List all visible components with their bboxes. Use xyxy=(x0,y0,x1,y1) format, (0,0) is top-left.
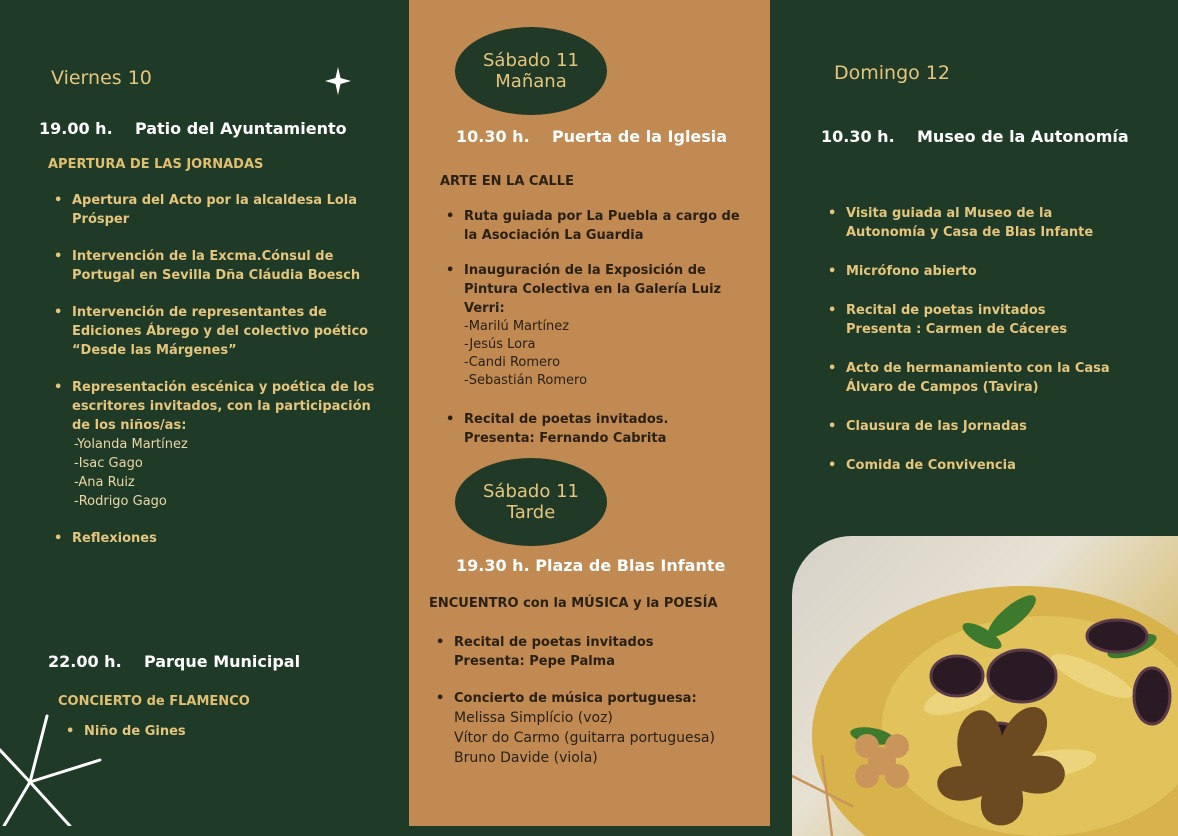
saturday-column xyxy=(409,0,770,826)
painter-name: -Marilú Martínez xyxy=(464,319,570,334)
child-name: -Yolanda Martínez xyxy=(74,437,188,452)
list-item: • Ruta guiada por La Puebla a cargo de la Asociación La Guardia xyxy=(440,207,740,245)
friday-slot2-header xyxy=(48,652,300,671)
saturday-morning-oval xyxy=(455,27,607,115)
friday-slot2-section: CONCIERTO de FLAMENCO xyxy=(58,694,250,709)
child-name: -Rodrigo Gago xyxy=(74,494,167,509)
list-item: • Reflexiones xyxy=(48,529,378,548)
sunday-place: Museo de la Autonomía xyxy=(916,127,1129,146)
saturday-afternoon-header xyxy=(456,556,725,575)
friday-slot1-list xyxy=(48,191,378,548)
list-item-text: Inauguración de la Exposición de Pintura Colectiva en la Galería Luiz Verri: xyxy=(464,263,722,316)
friday-slot1-time: 19.00 h. xyxy=(39,119,113,138)
sunday-day-title: Domingo 12 xyxy=(834,62,950,84)
saturday-morning-section: ARTE EN LA CALLE xyxy=(440,174,574,189)
children-list xyxy=(72,435,378,511)
saturday-afternoon-oval xyxy=(455,458,607,546)
oval-line-2: Mañana xyxy=(495,71,567,92)
saturday-afternoon-list xyxy=(430,633,750,768)
sunday-header xyxy=(821,127,1129,146)
friday-slot2-place: Parque Municipal xyxy=(143,652,301,671)
musician-name: Bruno Davide (viola) xyxy=(454,750,598,766)
friday-slot1-header xyxy=(39,119,347,138)
friday-column xyxy=(0,0,409,826)
food-photo xyxy=(792,536,1178,836)
saturday-morning-time: 10.30 h. xyxy=(456,127,530,146)
sunday-time: 10.30 h. xyxy=(821,127,895,146)
sparkle-icon xyxy=(325,67,351,95)
oval-line-1: Sábado 11 xyxy=(483,50,579,71)
list-item: • Recital de poetas invitados Presenta: Pepe Palma xyxy=(430,633,694,671)
list-item: • Micrófono abierto xyxy=(822,262,1142,281)
painter-name: -Jesús Lora xyxy=(464,337,536,352)
child-name: -Isac Gago xyxy=(74,456,143,471)
painters-list xyxy=(464,318,740,390)
starburst-icon xyxy=(0,710,110,826)
list-item: • Recital de poetas invitados. Presenta: Fernando Cabrita xyxy=(440,410,740,448)
saturday-morning-header xyxy=(456,127,727,146)
list-item: • Visita guiada al Museo de la Autonomía y Casa de Blas Infante xyxy=(822,204,1116,242)
saturday-afternoon-section: ENCUENTRO con la MÚSICA y la POESÍA xyxy=(429,596,718,611)
list-item xyxy=(48,378,378,511)
list-item xyxy=(440,261,740,390)
list-item: • Intervención de la Excma.Cónsul de Portugal en Sevilla Dña Cláudia Boesch xyxy=(48,247,378,285)
list-item: • Niño de Gines xyxy=(60,722,360,741)
list-item: • Intervención de representantes de Ediciones Ábrego y del colectivo poético “Desde las Márgenes” xyxy=(48,303,378,360)
list-item: • Comida de Convivencia xyxy=(822,456,1142,475)
friday-slot1-section: APERTURA DE LAS JORNADAS xyxy=(48,157,264,172)
list-item xyxy=(430,689,750,768)
friday-slot1-place: Patio del Ayuntamiento xyxy=(134,119,347,138)
list-item: • Clausura de las Jornadas xyxy=(822,417,1142,436)
child-name: -Ana Ruiz xyxy=(74,475,135,490)
saturday-morning-place: Puerta de la Iglesia xyxy=(551,127,728,146)
musician-name: Melissa Simplício (voz) xyxy=(454,710,613,726)
oval-line-1: Sábado 11 xyxy=(483,481,579,502)
list-item: • Apertura del Acto por la alcaldesa Lola Prósper xyxy=(48,191,378,229)
painter-name: -Candi Romero xyxy=(464,355,561,370)
food-illustration xyxy=(792,536,1178,836)
friday-slot2-time: 22.00 h. xyxy=(48,652,122,671)
musicians-list xyxy=(454,708,750,768)
saturday-afternoon-time: 19.30 h. xyxy=(456,556,530,575)
saturday-afternoon-place: Plaza de Blas Infante xyxy=(535,556,726,575)
list-item: • Acto de hermanamiento con la Casa Álvaro de Campos (Tavira) xyxy=(822,359,1142,397)
sunday-list xyxy=(822,204,1142,475)
list-item-text: Concierto de música portuguesa: xyxy=(454,691,697,706)
list-item-text: Representación escénica y poética de los escritores invitados, con la participación de los niños/as: xyxy=(72,380,375,433)
list-item: • Recital de poetas invitados Presenta : Carmen de Cáceres xyxy=(822,301,1096,339)
oval-line-2: Tarde xyxy=(506,502,556,523)
painter-name: -Sebastián Romero xyxy=(464,373,588,388)
musician-name: Vítor do Carmo (guitarra portuguesa) xyxy=(454,730,715,746)
saturday-morning-list xyxy=(440,207,740,448)
friday-day-title: Viernes 10 xyxy=(51,67,152,89)
